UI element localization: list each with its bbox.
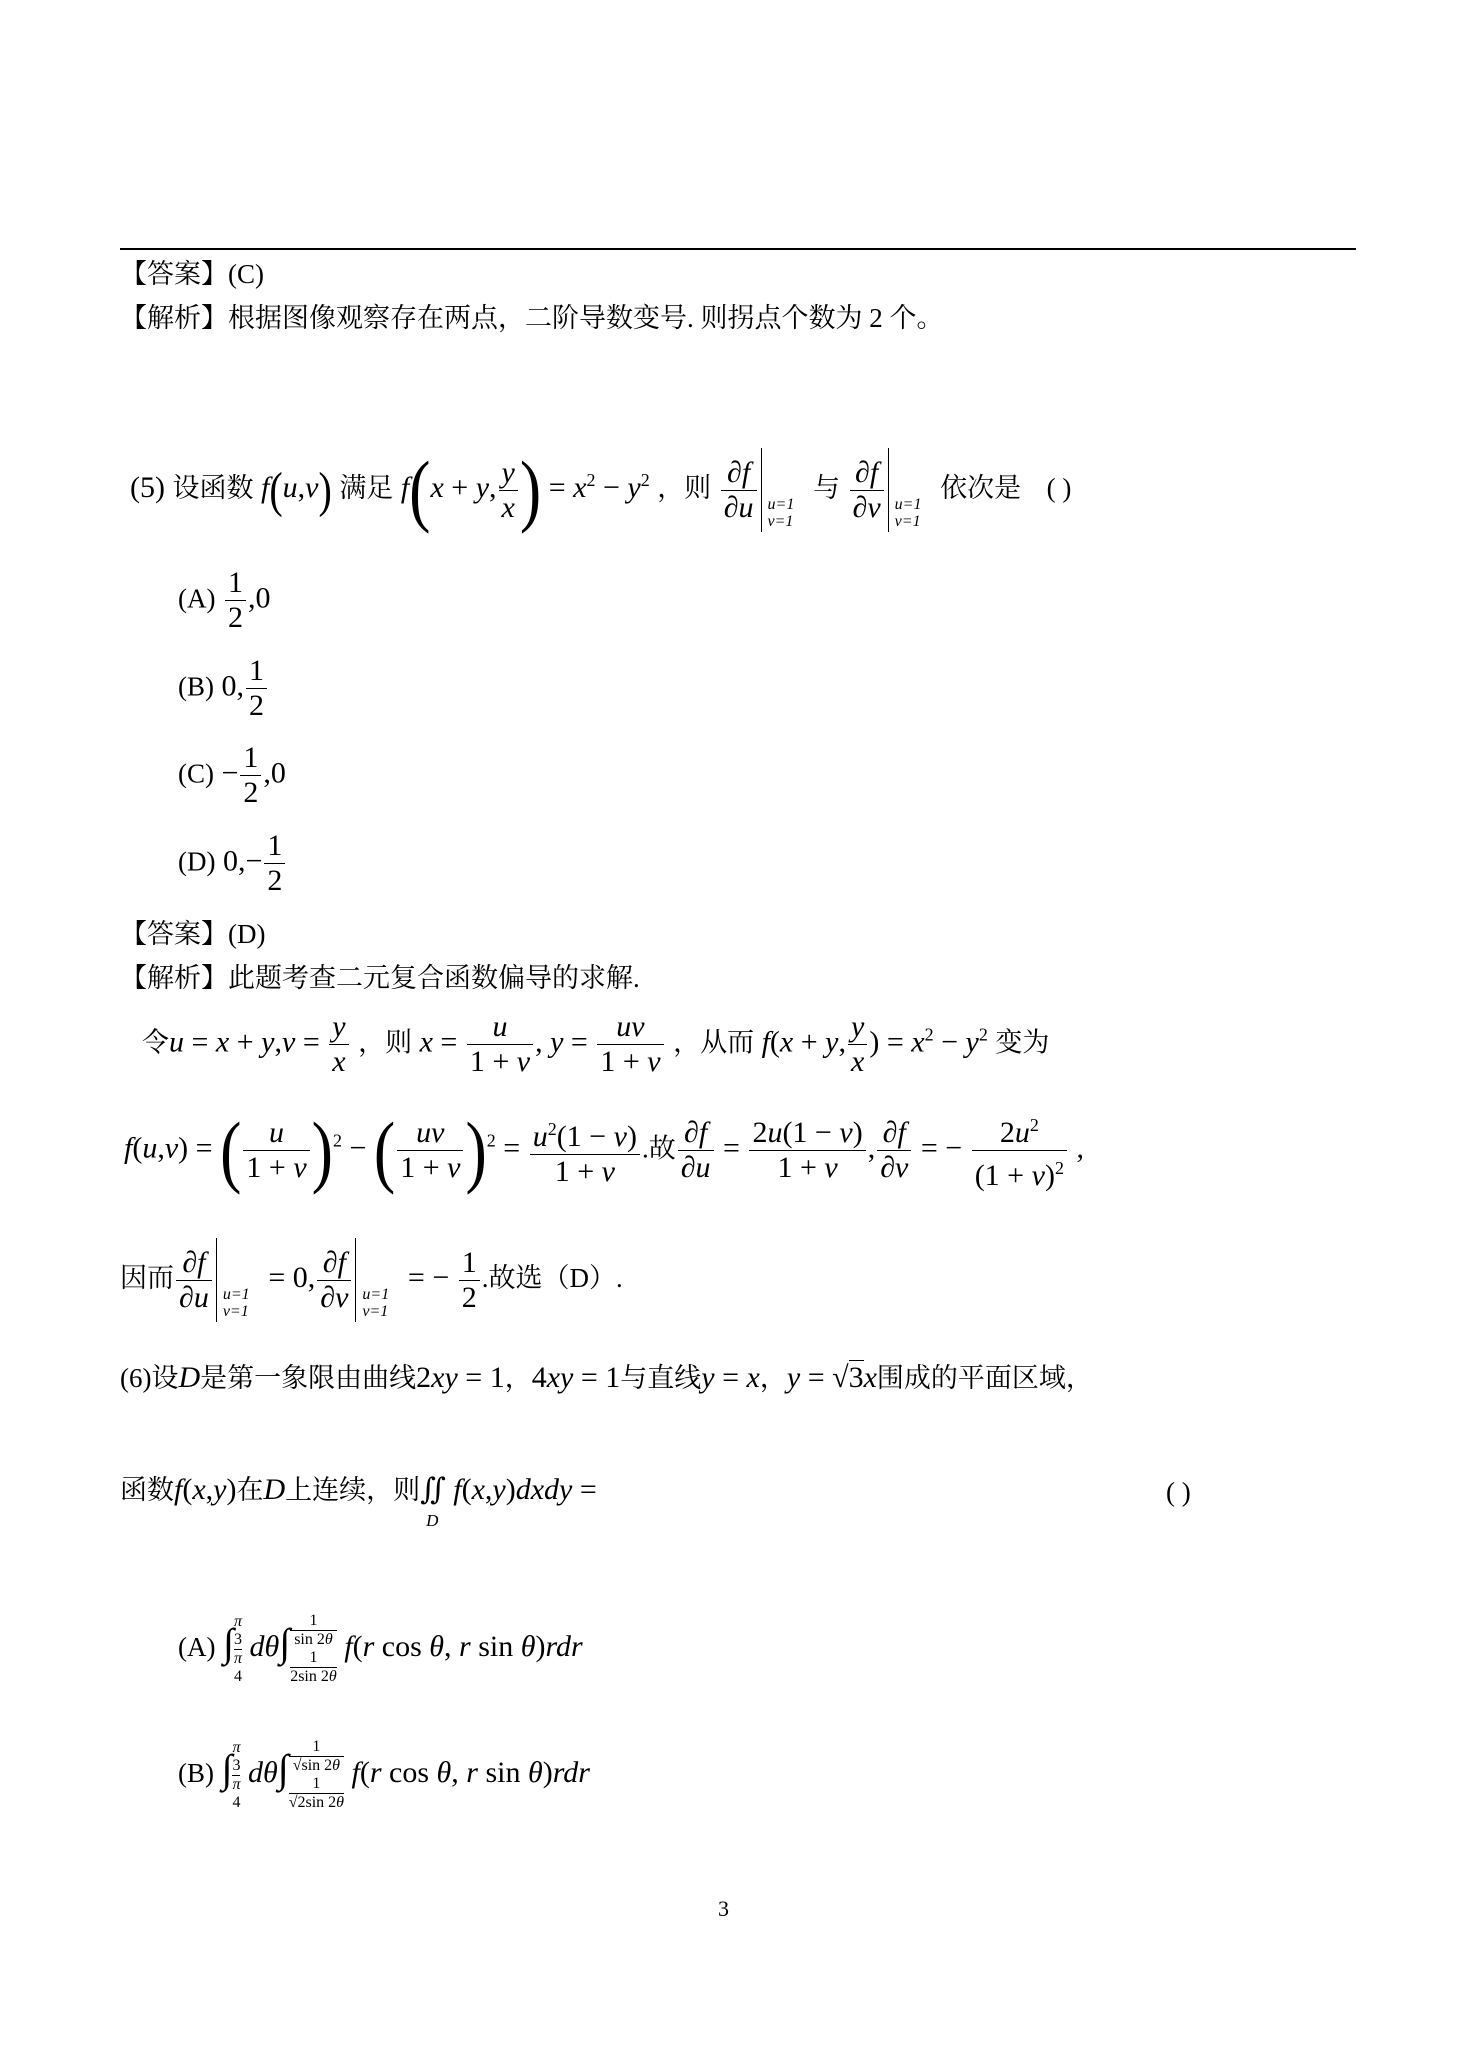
q5-text-d: 与: [813, 472, 841, 503]
q6-stem-line1: (6)设D是第一象限由曲线2xy = 1，4xy = 1与直线y = x，y = √3x围成的平面区域，: [120, 1361, 1093, 1394]
q5-text-c: ，则: [657, 472, 712, 503]
q5-text-e: 依次是: [940, 472, 1022, 503]
prev-answer: 【答案】(C): [120, 259, 264, 289]
q5-number: (5): [130, 470, 165, 504]
q5-analysis: 【解析】此题考查二元复合函数偏导的求解.: [120, 963, 640, 993]
q5-option-c[interactable]: (C) − $\frac{1}{2}$ ,0: [178, 741, 286, 809]
q5-stem: (5) 设函数 f(u,v) 满足 f(x + y, $\frac{y}{x}$ ) = $x^2 - y^2$ ，则 $\frac{\partial f}{\partial u}$ u=1 v=1 与 $\frac{\partial f}{\partial v}$ u=1 v=1 依次是 ( ): [130, 445, 1072, 534]
q6-blank: ( ): [1166, 1477, 1191, 1507]
q5-option-a[interactable]: (A) $\frac{1}{2}$ ,0: [178, 566, 271, 634]
q5-text-a: 设函数: [172, 472, 254, 503]
q5-option-b[interactable]: (B) 0, $\frac{1}{2}$: [178, 654, 269, 723]
header-rule: [120, 248, 1356, 250]
q5-solution-conclusion: 因而 $\frac{\partial f}{\partial u}$ u=1 v=1 = 0, $\frac{\partial f}{\partial v}$ u=1 v=1 = − $\frac{1}{2}$ .故选（D）.: [120, 1238, 623, 1322]
q5-text-b: 满足: [339, 472, 394, 503]
q6-option-b[interactable]: (B) ∫ π 3 π 4 dθ∫ 1 √sin 2θ 1 √2sin 2θ f(r cos θ, r sin θ)rdr: [178, 1738, 590, 1811]
q6-stem-line2: 函数f(x,y)在D上连续，则∬ D f(x,y)dxdy =: [120, 1473, 597, 1530]
q5-blank: ( ): [1046, 472, 1072, 503]
prev-analysis: 【解析】根据图像观察存在两点，二阶导数变号. 则拐点个数为 2 个。: [120, 303, 944, 333]
q5-option-d[interactable]: (D) 0,− $\frac{1}{2}$: [178, 829, 287, 898]
page-number: 3: [718, 1896, 729, 1921]
q5-solution-expression: f(u,v) = ( $\frac{u}{1 + v}$ )$^2$ − ( $\frac{uv}{1 + v}$ )$^2$ = $\frac{u^2(1 - v)}{1 + v}$ .故 $\frac{\partial f}{\partial u}$ = $\frac{2u(1 - v)}{1 + v}$ , $\frac{\partial f}{\partial v}$ = − $\frac{2u^2}{(1 + v)^2}$ ,: [124, 1105, 1084, 1195]
q6-option-a[interactable]: (A) ∫ π 3 π 4 dθ∫ 1 sin 2θ 1 2sin 2θ f(r cos θ, r sin θ)rdr: [178, 1612, 583, 1685]
q5-answer: 【答案】(D): [120, 919, 266, 949]
q5-solution-substitution: 令u = x + y,v = $\frac{y}{x}$ ，则 x = $\frac{u}{1 + v}$ , y = $\frac{uv}{1 + v}$ ，从而 f(x + y, $\frac{y}{x}$ ) = $x^2 - y^2$ 变为: [142, 1010, 1050, 1078]
